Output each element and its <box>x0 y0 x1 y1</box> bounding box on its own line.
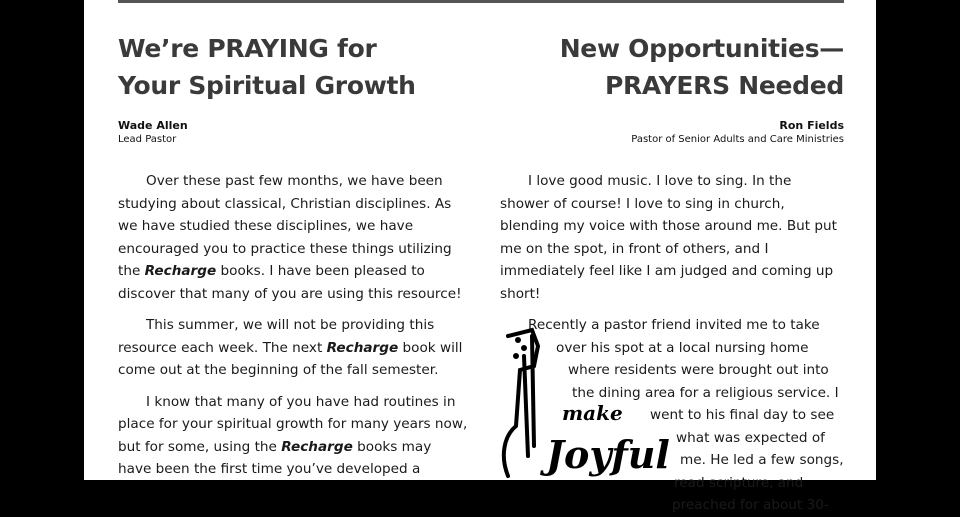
right-p2-line: read scripture, and <box>674 474 804 491</box>
left-paragraph-1 <box>118 170 468 305</box>
left-p1-text-a: Over these past few months, we have been studying about classical, Christian disciplines. As we have studied these disciplines, we have encouraged you to practice these things utilizing the <box>118 173 452 279</box>
right-p2-line: where residents were brought out into <box>568 362 829 378</box>
right-title <box>500 30 844 104</box>
left-p1-emphasis: Recharge <box>144 263 217 279</box>
right-p2-line: preached for about 30- <box>672 497 829 513</box>
right-title-line1: New Opportunities— <box>559 34 844 63</box>
left-p1-text-b: books. I have been pleased to discover that many of you are using this resource! <box>118 263 462 302</box>
newsletter-page <box>84 0 876 513</box>
left-article <box>118 30 468 490</box>
left-title-line1: We’re PRAYING for <box>118 34 377 63</box>
left-p3-emphasis: Recharge <box>281 438 353 455</box>
left-author: Wade Allen <box>118 119 188 132</box>
left-p3-text-a: I know that many of you have had routines in place for your spiritual growth for many years now, but for some, using the <box>118 393 468 455</box>
left-paragraph-3 <box>118 391 468 481</box>
right-p2-line: the dining area for a religious service. I <box>572 384 839 401</box>
art-word-joyful: Joyful <box>546 432 670 477</box>
left-title-line2: Your Spiritual Growth <box>118 71 416 100</box>
left-p2-text-a: This summer, we will not be providing this resource each week. The next <box>118 317 435 356</box>
guitar-icon <box>494 326 670 486</box>
right-p2-line: over his spot at a local nursing home <box>556 339 809 356</box>
right-title-line2: PRAYERS Needed <box>604 71 844 100</box>
right-p2-line: Recently a pastor friend invited me to take <box>528 317 820 333</box>
left-p3-text-b: books may have been the first time you’ve developed a <box>118 438 432 477</box>
right-p2-line: me. He led a few songs, <box>680 452 844 468</box>
art-word-make: make <box>562 401 623 425</box>
right-p2-line: went to his final day to see <box>650 407 835 423</box>
right-p2-line: what was expected of <box>676 429 825 446</box>
make-joyful-guitar-art <box>494 326 670 486</box>
left-p2-text-b: book will come out at the beginning of the fall semester. <box>118 339 463 378</box>
right-role: Pastor of Senior Adults and Care Ministries <box>631 134 844 145</box>
top-rule <box>118 0 844 3</box>
left-p2-emphasis: Recharge <box>326 339 399 356</box>
right-author: Ron Fields <box>779 119 844 132</box>
left-paragraph-2 <box>118 314 468 382</box>
left-body <box>118 170 468 481</box>
left-title <box>118 30 468 104</box>
left-role: Lead Pastor <box>118 134 177 145</box>
right-paragraph-1: I love good music. I love to sing. In the shower of course! I love to sing in church, blending my voice with those around me. But put me on the spot, in front of others, and I immediately feel like I am judged and coming up short! <box>500 173 837 302</box>
